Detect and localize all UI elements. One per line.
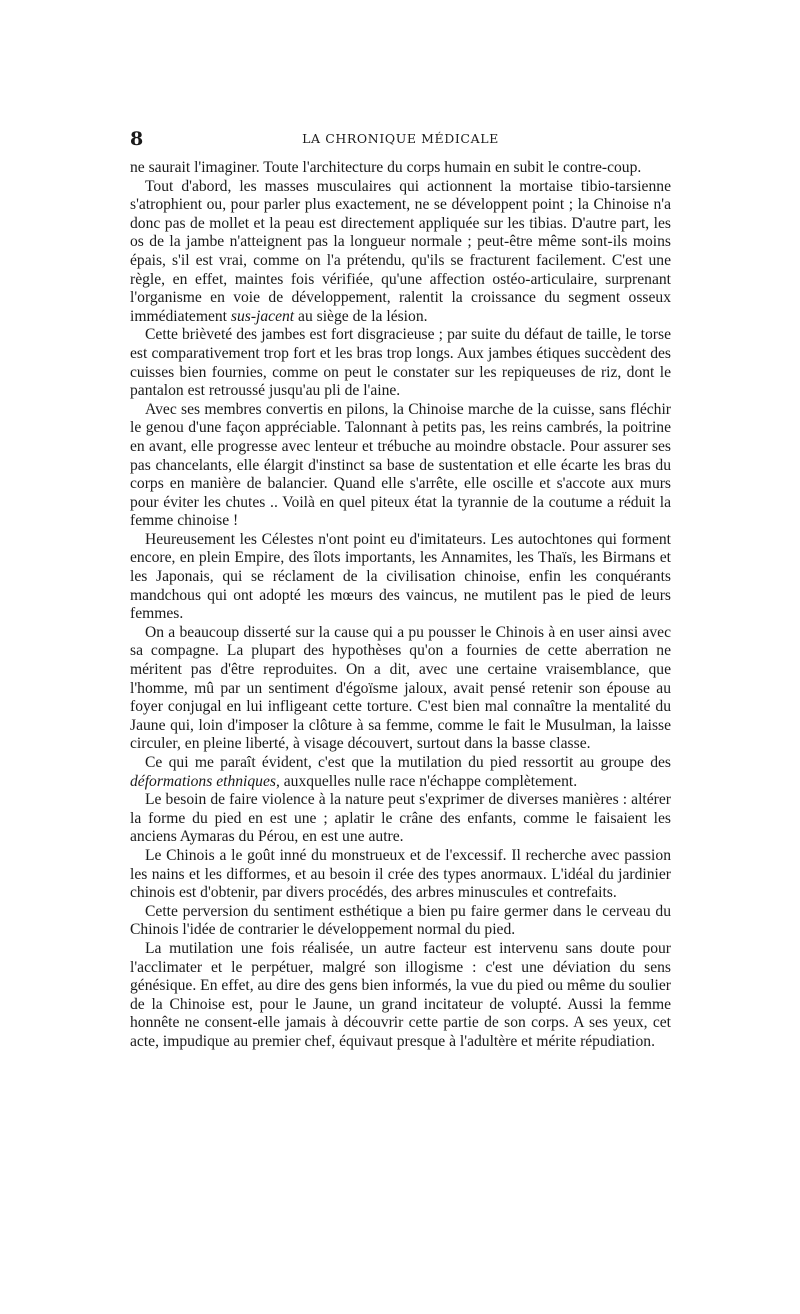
paragraph-1 xyxy=(130,159,671,178)
italic-term: sus-jacent xyxy=(230,307,295,325)
paragraph-8 xyxy=(130,791,671,847)
page xyxy=(130,128,671,1052)
paragraph-11 xyxy=(130,940,671,1052)
paragraph-3 xyxy=(130,326,671,400)
paragraph-2 xyxy=(130,178,671,327)
paragraph-text: au siège de la lésion. xyxy=(294,307,428,325)
paragraph-10 xyxy=(130,903,671,940)
paragraph-text: Avec ses membres convertis en pilons, la Chinoise marche de la cuisse, sans fléchir le genou d'une façon appréciable. Talonnant à petits pas, les reins cambrés, la poitrine en avant, elle progresse avec lenteur et trébuche au moindre obstacle. Pour assurer ses pas chancelants, elle élargit d'instinct sa base de sustentation et elle écarte les bras du corps en manière de balancier. Quand elle s'arrête, elle oscille et s'accote aux murs pour éviter les chutes .. Voilà en quel piteux état la tyrannie de la coutume a réduit la femme chinoise ! xyxy=(130,400,671,530)
paragraph-7 xyxy=(130,754,671,791)
paragraph-4 xyxy=(130,401,671,531)
paragraph-text: On a beaucoup disserté sur la cause qui a pu pousser le Chinois à en user ainsi avec sa compagne. La plupart des hypothèses qu'on a fournies de cette aberration ne méritent pas d'être reproduites. On a dit, avec une certaine vraisemblance, que l'homme, mû par un sentiment d'égoïsme jaloux, avait pensé retenir son épouse au foyer conjugal en lui infligeant cette torture. C'est bien mal connaître la mentalité du Jaune qui, loin d'imposer la clôture à sa femme, comme le fait le Musulman, la laisse circuler, en pleine liberté, à visage découvert, surtout dans la basse classe. xyxy=(130,623,671,753)
paragraph-text: ne saurait l'imaginer. Toute l'architecture du corps humain en subit le contre-coup. xyxy=(130,159,642,176)
paragraph-text: Le Chinois a le goût inné du monstrueux et de l'excessif. Il recherche avec passion les nains et les difformes, et au besoin il crée des types anormaux. L'idéal du jardinier chinois est d'obtenir, par divers procédés, des arbres minuscules et contrefaits. xyxy=(130,846,671,902)
paragraph-text: , auxquelles nulle race n'échappe complètement. xyxy=(275,772,578,790)
running-head xyxy=(130,128,671,150)
paragraph-text: La mutilation une fois réalisée, un autre facteur est intervenu sans doute pour l'acclimater et le perpétuer, malgré son illogisme : c'est une déviation du sens génésique. En effet, au dire des gens bien informés, la vue du pied ou même du soulier de la Chinoise est, pour le Jaune, un grand incitateur de volupté. Aussi la femme honnête ne consent-elle jamais à découvrir cette partie de son corps. A ses yeux, cet acte, impudique au premier chef, équivaut presque à l'adultère et mérite répudiation. xyxy=(130,939,671,1050)
body-text xyxy=(130,159,671,1052)
italic-term: déformations ethniques xyxy=(130,772,276,790)
paragraph-text: Cette perversion du sentiment esthétique a bien pu faire germer dans le cerveau du Chinois l'idée de contrarier le développement normal du pied. xyxy=(130,902,671,939)
paragraph-9 xyxy=(130,847,671,903)
page-number: 8 xyxy=(130,128,144,150)
paragraph-text: Cette brièveté des jambes est fort disgracieuse ; par suite du défaut de taille, le torse est comparativement trop fort et les bras trop longs. Aux jambes étiques succèdent des cuisses bien fournies, comme on peut le constater sur les repiqueuses de riz, dont le pantalon est retroussé jusqu'au pli de l'aine. xyxy=(130,326,671,400)
running-title: LA CHRONIQUE MÉDICALE xyxy=(302,131,499,146)
paragraph-text: Le besoin de faire violence à la nature peut s'exprimer de diverses manières : altérer la forme du pied en est une ; aplatir le crâne des enfants, comme le faisaient les anciens Aymaras du Pérou, en est une autre. xyxy=(130,791,671,846)
paragraph-6 xyxy=(130,624,671,754)
paragraph-text: Ce qui me paraît évident, c'est que la mutilation du pied ressortit au groupe des xyxy=(145,754,671,771)
paragraph-5 xyxy=(130,531,671,624)
paragraph-text: Heureusement les Célestes n'ont point eu d'imitateurs. Les autochtones qui forment encore, en plein Empire, des îlots importants, les Annamites, les Thaïs, les Birmans et les Japonais, qui se réclament de la civilisation chinoise, enfin les conquérants mandchous qui ont adopté les mœurs des vaincus, ne mutilent pas le pied de leurs femmes. xyxy=(130,530,671,623)
paragraph-text: Tout d'abord, les masses musculaires qui actionnent la mortaise tibio-tarsienne s'atrophient ou, pour parler plus exactement, ne se développent point ; la Chinoise n'a donc pas de mollet et la peau est directement appliquée sur les tibias. D'autre part, les os de la jambe n'atteignent pas la longueur normale ; peut-être même sont-ils moins épais, s'il est vrai, comme on l'a prétendu, qu'ils se fracturent facilement. C'est une règle, en effet, maintes fois vérifiée, qu'une affection ostéo-articulaire, surprenant l'organisme en voie de développement, ralentit la croissance du segment osseux immédiatement xyxy=(130,177,671,325)
